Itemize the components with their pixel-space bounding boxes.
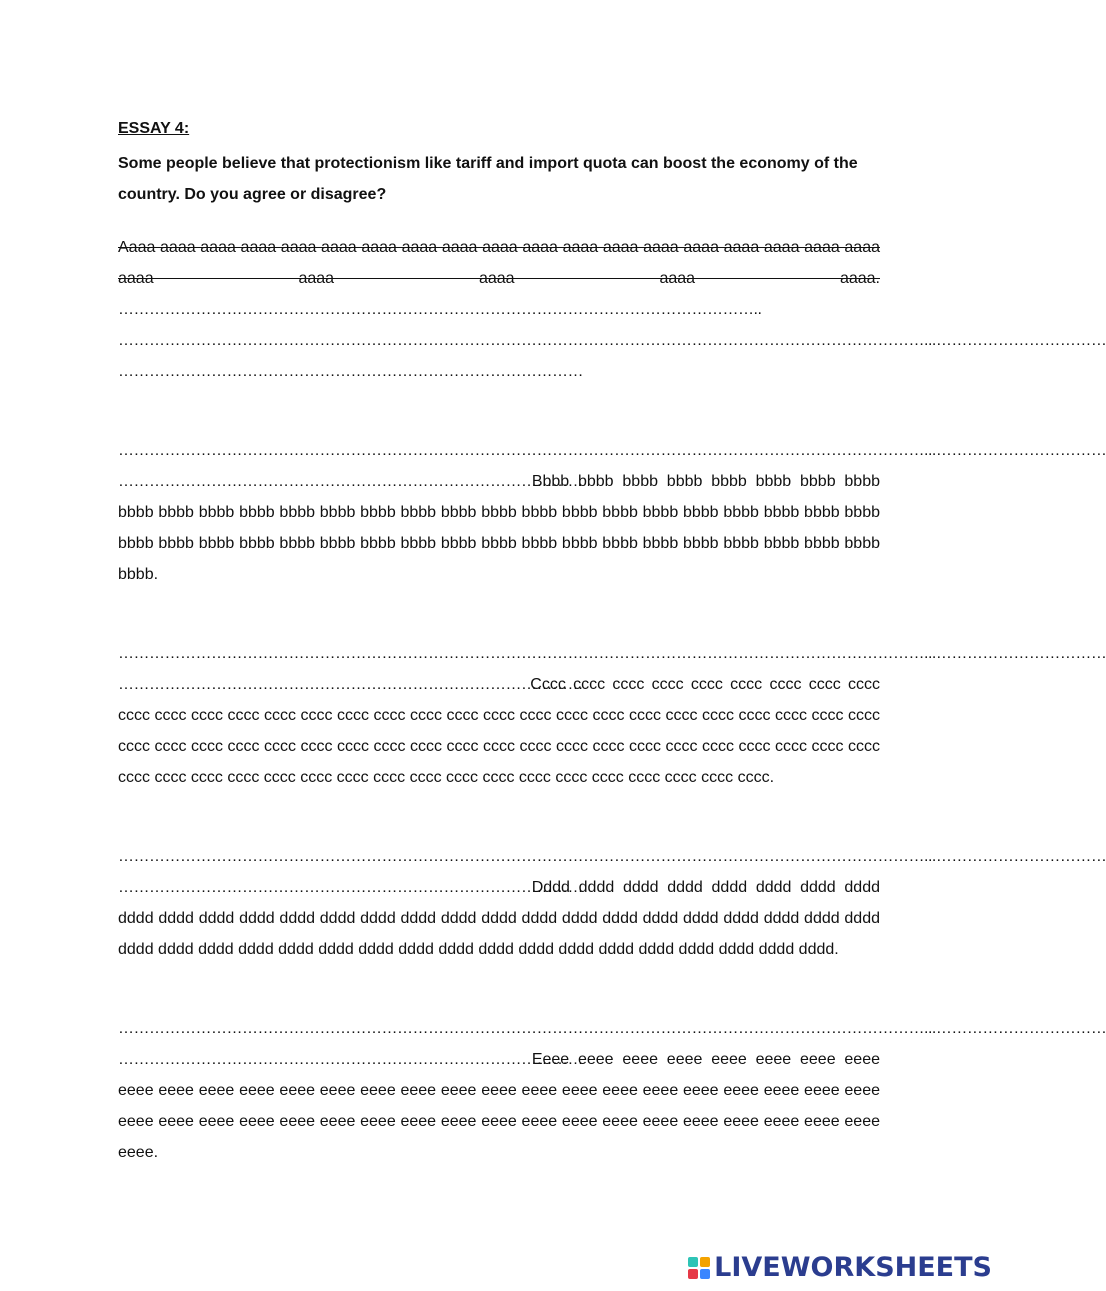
- logo-square-l: [688, 1257, 698, 1267]
- answer-blank[interactable]: …………………………………………………………………………………………………………………………………………...……………………………: [118, 442, 1106, 459]
- answer-blank[interactable]: …………………………………………………………………………………………………………………………………………...……………………………: [118, 332, 1106, 349]
- answer-blank[interactable]: ……………………………………………………………………………………………………………..: [118, 301, 762, 318]
- answer-blank[interactable]: ………………………………………………………………………………: [118, 676, 583, 693]
- answer-blank[interactable]: …………………………………………………………………………………………………………………………………………...……………………………: [118, 848, 1106, 865]
- logo-square-v: [688, 1269, 698, 1279]
- paragraph-body-2: [118, 638, 1106, 793]
- sample-text-e: Eeee eeee eeee eeee eeee eeee eeee eeee eeee eeee eeee eeee eeee eeee eeee eeee eeee eeee eeee eeee eeee eeee eeee eeee eeee eeee eeee eeee eeee eeee eeee eeee eeee eeee eeee eeee eeee eeee eeee eeee eeee eeee eeee eeee eeee eeee eeee.: [118, 1051, 880, 1161]
- logo-square-e: [700, 1269, 710, 1279]
- paragraph-body-1: [118, 435, 1106, 590]
- sample-text-d: Dddd dddd dddd dddd dddd dddd dddd dddd dddd dddd dddd dddd dddd dddd dddd dddd dddd dddd dddd dddd dddd dddd dddd dddd dddd dddd dddd dddd dddd dddd dddd dddd dddd dddd dddd dddd dddd dddd dddd dddd dddd dddd dddd dddd dddd.: [118, 879, 880, 958]
- answer-blank[interactable]: ………………………………………………………………………………: [118, 879, 583, 896]
- essay-label: ESSAY 4:: [118, 120, 190, 137]
- worksheet-page: [118, 118, 1106, 1168]
- sample-text-c: Cccc cccc cccc cccc cccc cccc cccc cccc cccc cccc cccc cccc cccc cccc cccc cccc cccc cccc cccc cccc cccc cccc cccc cccc cccc cccc cccc cccc cccc cccc cccc cccc cccc cccc cccc cccc cccc cccc cccc cccc cccc cccc cccc cccc cccc cccc cccc cccc cccc cccc cccc cccc cccc cccc cccc cccc cccc cccc cccc cccc cccc cccc cccc cccc cccc cccc cccc cccc cccc.: [118, 676, 880, 786]
- answer-blank[interactable]: ………………………………………………………………………………: [118, 473, 583, 490]
- logo-mark-icon: [688, 1257, 710, 1279]
- sample-text-b: Bbbb bbbb bbbb bbbb bbbb bbbb bbbb bbbb bbbb bbbb bbbb bbbb bbbb bbbb bbbb bbbb bbbb bbbb bbbb bbbb bbbb bbbb bbbb bbbb bbbb bbbb bbbb bbbb bbbb bbbb bbbb bbbb bbbb bbbb bbbb bbbb bbbb bbbb bbbb bbbb bbbb bbbb bbbb bbbb bbbb bbbb bbbb.: [118, 473, 880, 583]
- answer-blank[interactable]: ………………………………………………………………………………: [118, 363, 583, 380]
- struck-sample-text: Aaaa aaaa aaaa aaaa aaaa aaaa aaaa aaaa aaaa aaaa aaaa aaaa aaaa aaaa aaaa aaaa aaaa aaaa aaaa aaaa aaaa aaaa aaaa aaaa.: [118, 239, 880, 287]
- answer-blank[interactable]: …………………………………………………………………………………………………………………………………………...……………………………: [118, 1020, 1106, 1037]
- paragraph-conclusion: [118, 1013, 1106, 1168]
- logo-square-i: [700, 1257, 710, 1267]
- logo-text: LIVEWORKSHEETS: [714, 1252, 992, 1283]
- paragraph-intro: [118, 232, 1106, 387]
- answer-blank[interactable]: ………………………………………………………………………………: [118, 1051, 583, 1068]
- liveworksheets-logo: [688, 1252, 992, 1283]
- essay-question: Some people believe that protectionism like tariff and import quota can boost the economy of the country. Do you agree or disagree?: [118, 155, 858, 203]
- answer-blank[interactable]: …………………………………………………………………………………………………………………………………………...……………………………: [118, 645, 1106, 662]
- paragraph-body-3: [118, 841, 1106, 965]
